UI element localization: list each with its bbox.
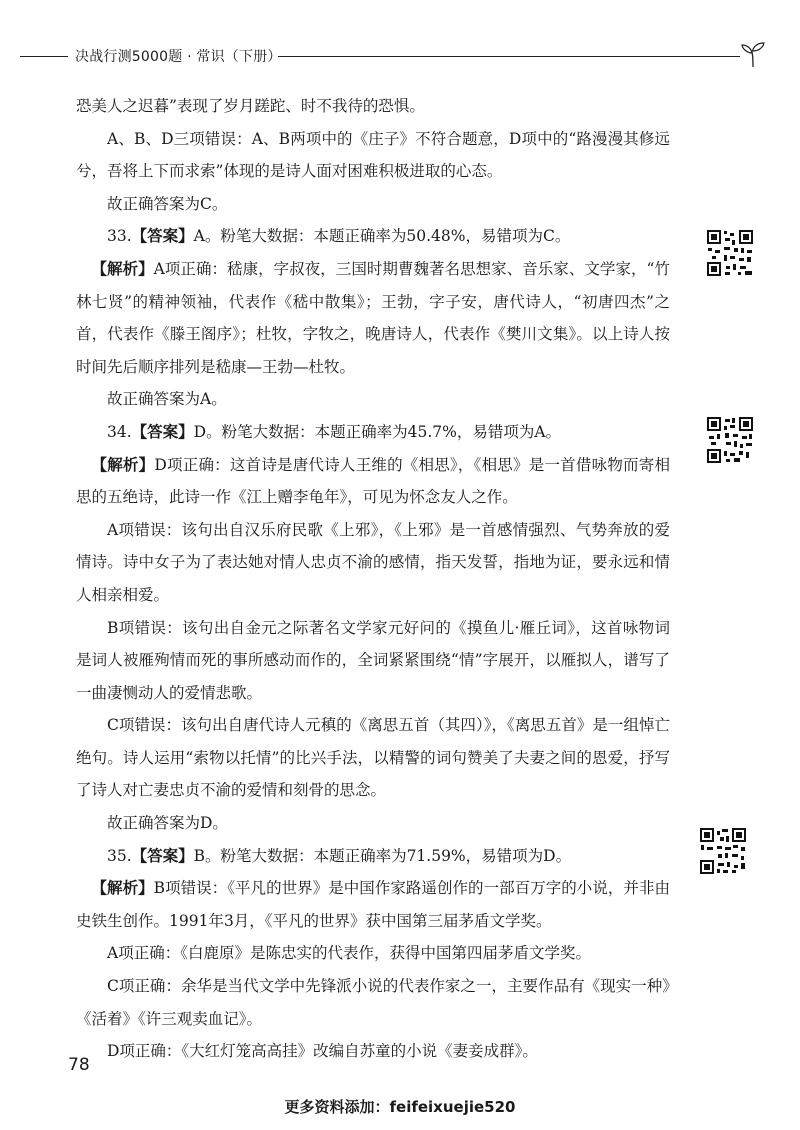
paragraph-15: A项正确：《白鹿原》是陈忠实的代表作，获得中国第四届茅盾文学奖。 <box>107 944 591 963</box>
paragraph-11: C项错误：该句出自唐代诗人元稹的《离思五首（其四）》，《离思五首》是一组悼亡绝句。诗人运用“索物以托情”的比兴手法，以精警的词句赞美了夫妻之间的恩爱，抒写了诗人对亡妻忠贞不渝的爱情和刻骨的思念。 <box>76 716 670 800</box>
answer-tag: 【答案】 <box>131 422 194 441</box>
paragraph-12: 故正确答案为D。 <box>107 814 228 833</box>
paragraph-17: D项正确：《大红灯笼高高挂》改编自苏童的小说《妻妾成群》。 <box>107 1042 538 1061</box>
header-rule-left <box>20 56 68 57</box>
analysis-tag: 【解析】 <box>91 879 154 898</box>
paragraph-16: C项正确：余华是当代文学中先锋派小说的代表作家之一，主要作品有《现实一种》《活着》《许三观卖血记》。 <box>76 977 670 1028</box>
answer-explanations <box>76 90 670 1068</box>
qr-code-icon[interactable] <box>698 826 748 876</box>
answer-tag: 【答案】 <box>131 846 194 865</box>
paragraph-2: A、B、D三项错误：A、B两项中的《庄子》不符合题意，D项中的“路漫漫其修远兮，吾将上下而求索”体现的是诗人面对困难积极进取的心态。 <box>76 129 670 181</box>
analysis-tag: 【解析】 <box>91 259 154 278</box>
qr-code-icon[interactable] <box>705 228 755 278</box>
answer-35: 35.【答案】B。粉笔大数据：本题正确率为71.59%，易错项为D。 <box>107 846 572 865</box>
answer-tag: 【答案】 <box>131 227 194 246</box>
paragraph-10: B项错误：该句出自金元之际著名文学家元好问的《摸鱼儿·雁丘词》，这首咏物词是词人被雁殉情而死的事所感动而作的，全词紧紧围绕“情”字展开，以雁拟人，谱写了一曲凄恻动人的爱情悲歌。 <box>76 618 670 702</box>
answer-33: 33.【答案】A。粉笔大数据：本题正确率为50.48%，易错项为C。 <box>107 227 571 246</box>
paragraph-6: 故正确答案为A。 <box>107 390 227 409</box>
header-title: 决战行测5000题 · 常识（下册） <box>75 49 282 65</box>
paragraph-1: 恐美人之迟暮”表现了岁月蹉跎、时不我待的恐惧。 <box>76 97 425 115</box>
header-rule-right <box>278 56 740 57</box>
footer-contact: 更多资料添加：feifeixuejie520 <box>284 1098 516 1116</box>
analysis-34: 【解析】D项正确：这首诗是唐代诗人王维的《相思》，《相思》是一首借咏物而寄相思的五绝诗，此诗一作《江上赠李龟年》，可见为怀念友人之作。 <box>76 455 670 507</box>
analysis-35: 【解析】B项错误：《平凡的世界》是中国作家路遥创作的一部百万字的小说，并非由史铁生创作。1991年3月，《平凡的世界》获中国第三届茅盾文学奖。 <box>76 879 670 930</box>
analysis-33: 【解析】A项正确：嵇康，字叔夜，三国时期曹魏著名思想家、音乐家、文学家，“竹林七贤”的精神领袖，代表作《嵇中散集》；王勃，字子安，唐代诗人，“初唐四杰”之首，代表作《滕王阁序》；杜牧，字牧之，晚唐诗人，代表作《樊川文集》。以上诗人按时间先后顺序排列是嵇康—王勃—杜牧。 <box>76 259 670 376</box>
answer-34: 34.【答案】D。粉笔大数据：本题正确率为45.7%，易错项为A。 <box>107 422 562 441</box>
qr-code-icon[interactable] <box>705 415 755 465</box>
analysis-tag: 【解析】 <box>91 455 155 474</box>
paragraph-3: 故正确答案为C。 <box>107 194 228 213</box>
running-header <box>20 40 770 70</box>
page-number: 78 <box>68 1055 90 1075</box>
sprout-icon <box>738 40 768 68</box>
paragraph-9: A项错误：该句出自汉乐府民歌《上邪》，《上邪》是一首感情强烈、气势奔放的爱情诗。诗中女子为了表达她对情人忠贞不渝的感情，指天发誓，指地为证，要永远和情人相亲相爱。 <box>76 520 670 604</box>
